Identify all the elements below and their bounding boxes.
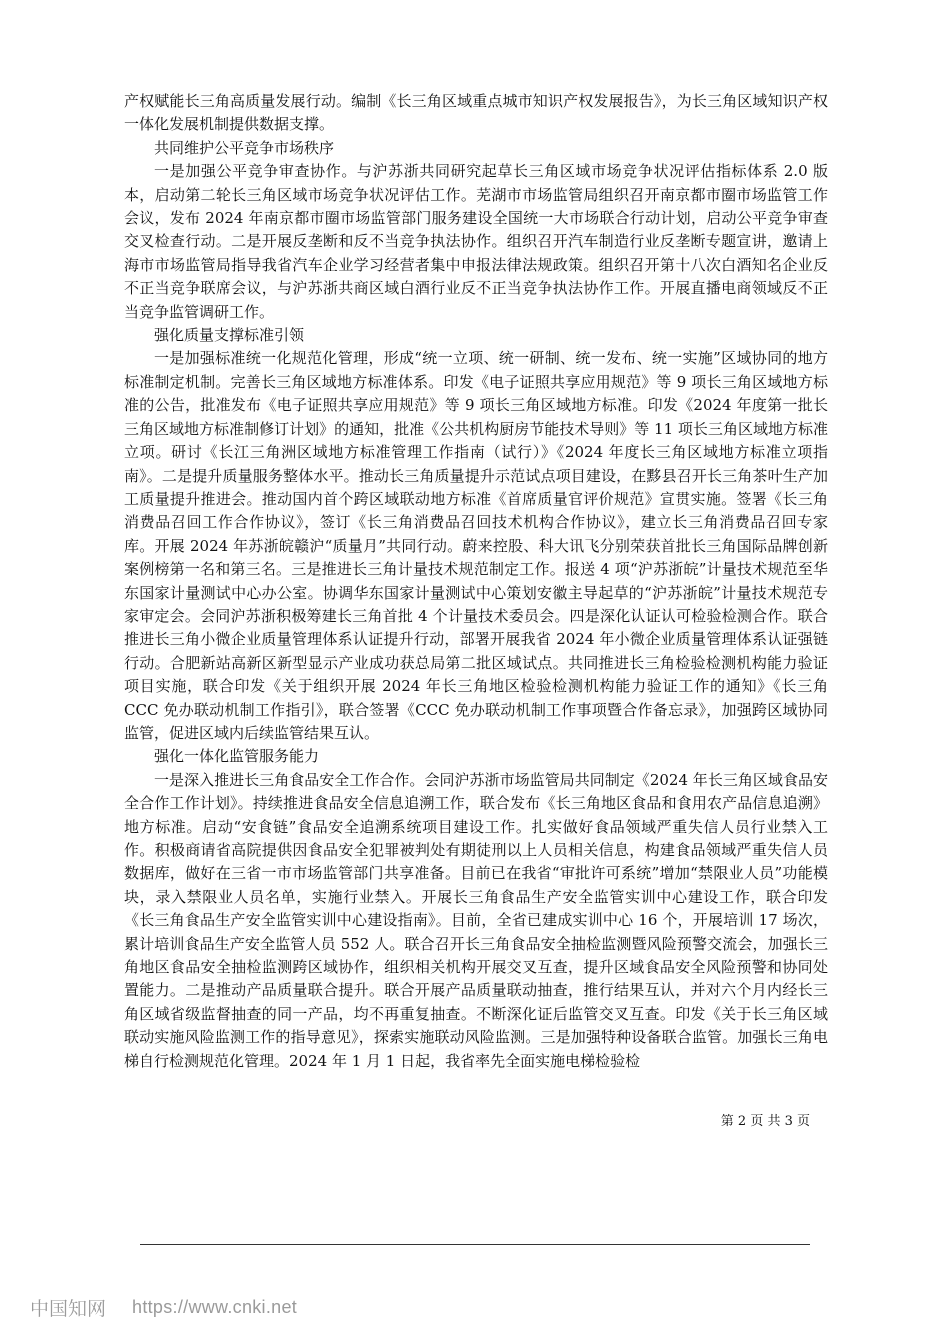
paragraph-quality-standards: 一是加强标准统一化规范化管理，形成“统一立项、统一研制、统一发布、统一实施”区域协同的地方标准制定机制。完善长三角区域地方标准体系。印发《电子证照共享应用规范》等 9 项长三角区域地方标准的公告，批准发布《电子证照共享应用规范》等 9 项长三角区域地方标准。印发《2024 年度第一批长三角区域地方标准制修订计划》的通知，批准《公共机构厨房节能技术导则》等 11 项长三角区域地方标准立项。研讨《长江三角洲区域地方标准管理工作指南（试行）》《2024 年度长三角区域地方标准立项指南》。二是提升质量服务整体水平。推动长三角质量提升示范试点项目建设，在黟县召开长三角茶叶生产加工质量提升推进会。推动国内首个跨区域联动地方标准《首席质量官评价规范》宣贯实施。签署《长三角消费品召回工作合作协议》，签订《长三角消费品召回技术机构合作协议》，建立长三角消费品召回专家库。开展 2024 年苏浙皖赣沪“质量月”共同行动。蔚来控股、科大讯飞分别荣获首批长三角国际品牌创新案例榜第一名和第三名。三是推进长三角计量技术规范制定工作。报送 4 项“沪苏浙皖”计量技术规范至华东国家计量测试中心办公室。协调华东国家计量测试中心策划安徽主导起草的“沪苏浙皖”计量技术规范专家审定会。会同沪苏浙积极筹建长三角首批 4 个计量技术委员会。四是深化认证认可检验检测合作。联合推进长三角小微企业质量管理体系认证提升行动，部署开展我省 2024 年小微企业质量管理体系认证强链行动。合肥新站高新区新型显示产业成功获总局第二批区域试点。共同推进长三角检验检测机构能力验证项目实施，联合印发《关于组织开展 2024 年长三角地区检验检测机构能力验证工作的通知》《长三角 CCC 免办联动机制工作指引》，联合签署《CCC 免办联动机制工作事项暨合作备忘录》，加强跨区域协同监管，促进区域内后续监管结果互认。 bbox=[124, 349, 828, 742]
source-watermark bbox=[30, 1294, 297, 1321]
section-heading-quality-standards: 强化质量支撑标准引领 bbox=[154, 326, 305, 345]
watermark-brand: 中国知网 bbox=[30, 1299, 107, 1320]
section-heading-integrated-supervision: 强化一体化监管服务能力 bbox=[154, 747, 320, 766]
document-body bbox=[124, 90, 828, 1073]
paragraph-fair-competition: 一是加强公平竞争审查协作。与沪苏浙共同研究起草长三角区域市场竞争状况评估指标体系 2.0 版本，启动第二轮长三角区域市场竞争状况评估工作。芜湖市市场监管局组织召开南京都市圈市场监管工作会议，发布 2024 年南京都市圈市场监管部门服务建设全国统一大市场联合行动计划，启动公平竞争审查交叉检查行动。二是开展反垄断和反不当竞争执法协作。组织召开汽车制造行业反垄断专题宣讲，邀请上海市市场监管局指导我省汽车企业学习经营者集中申报法律法规政策。组织召开第十八次白酒知名企业反不正当竞争联席会议，与沪苏浙共商区域白酒行业反不正当竞争执法协作工作。开展直播电商领域反不正当竞争监管调研工作。 bbox=[124, 162, 828, 321]
watermark-url: https://www.cnki.net bbox=[132, 1297, 298, 1317]
page-number: 第 2 页 共 3 页 bbox=[720, 1114, 810, 1129]
section-heading-fair-competition: 共同维护公平竞争市场秩序 bbox=[154, 138, 335, 157]
footer-divider bbox=[140, 1244, 810, 1245]
paragraph-integrated-supervision: 一是深入推进长三角食品安全工作合作。会同沪苏浙市场监管局共同制定《2024 年长三角区域食品安全合作工作计划》。持续推进食品安全信息追溯工作，联合发布《长三角地区食品和食用农产品信息追溯》地方标准。启动“安食链”食品安全追溯系统项目建设工作。扎实做好食品领域严重失信人员行业禁入工作。积极商请省高院提供因食品安全犯罪被判处有期徒刑以上人员相关信息，构建食品领域严重失信人员数据库，做好在三省一市市场监管部门共享准备。目前已在我省“审批许可系统”增加“禁限业人员”功能模块，录入禁限业人员名单，实施行业禁入。开展长三角食品生产安全监管实训中心建设工作，联合印发《长三角食品生产安全监管实训中心建设指南》。目前，全省已建成实训中心 16 个，开展培训 17 场次，累计培训食品生产安全监管人员 552 人。联合召开长三角食品安全抽检监测暨风险预警交流会，加强长三角地区食品安全抽检监测跨区域协作，组织相关机构开展交叉互查，提升区域食品安全风险预警和协同处置能力。二是推动产品质量联合提升。联合开展产品质量联动抽查，推行结果互认，并对六个月内经长三角区域省级监督抽查的同一产品，均不再重复抽查。不断深化证后监管交叉互查。印发《关于长三角区域联动实施风险监测工作的指导意见》，探索实施联动风险监测。三是加强特种设备联合监管。加强长三角电梯自行检测规范化管理。2024 年 1 月 1 日起，我省率先全面实施电梯检验检 bbox=[124, 770, 828, 1070]
paragraph-intro: 产权赋能长三角高质量发展行动。编制《长三角区域重点城市知识产权发展报告》，为长三角区域知识产权一体化发展机制提供数据支撑。 bbox=[124, 92, 828, 134]
